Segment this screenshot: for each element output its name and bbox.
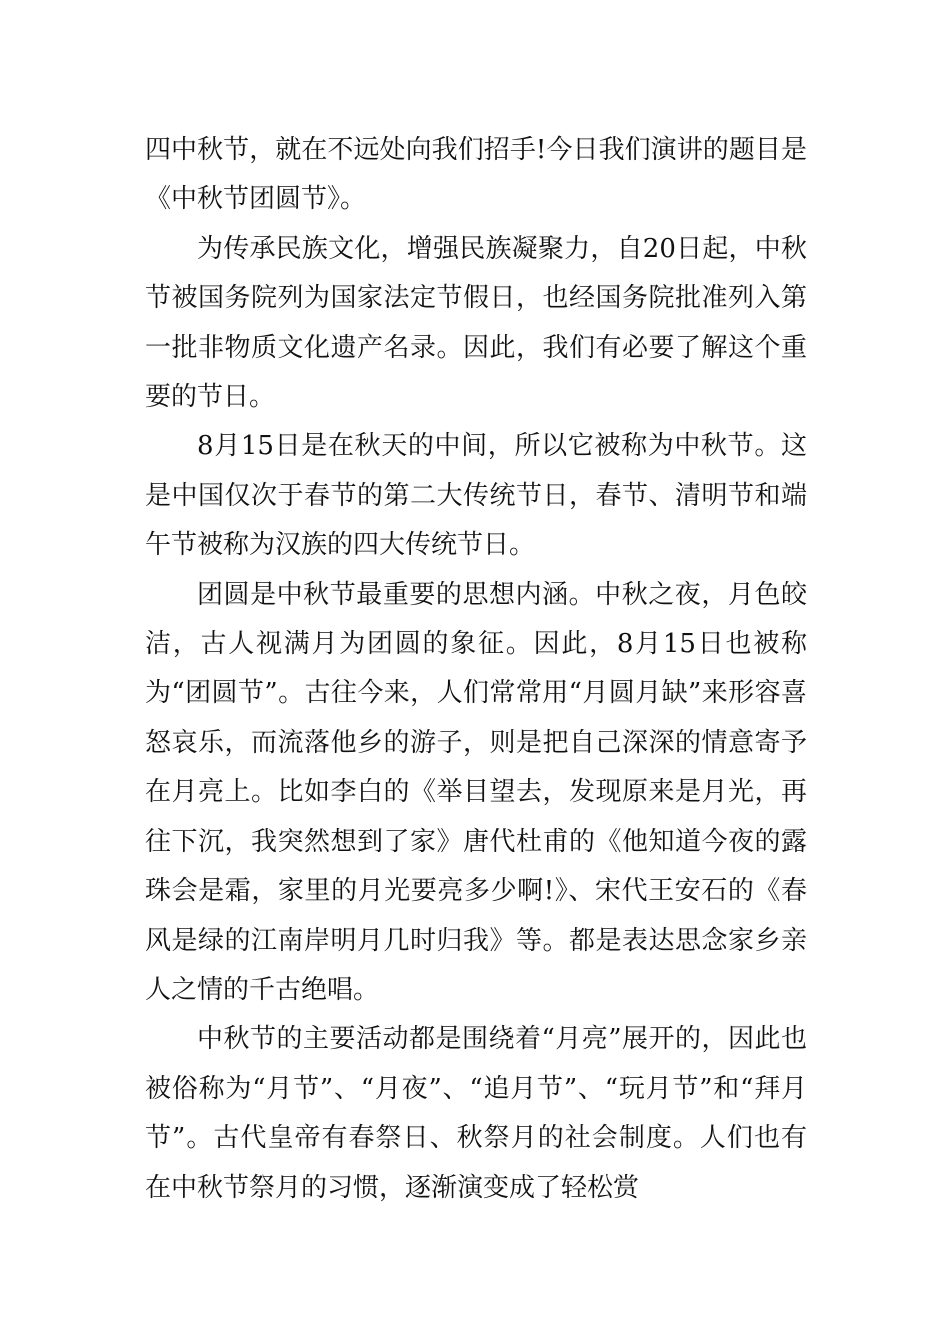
paragraph-1: 四中秋节，就在不远处向我们招手!今日我们演讲的题目是《中秋节团圆节》。: [145, 135, 807, 215]
paragraph-3: 8月15日是在秋天的中间，所以它被称为中秋节。这是中国仅次于春节的第二大传统节日，春节、清明节和端午节被称为汉族的四大传统节日。: [145, 431, 807, 561]
paragraph-5: 中秋节的主要活动都是围绕着“月亮”展开的，因此也被俗称为“月节”、“月夜”、“追月节”、“玩月节”和“拜月节”。古代皇帝有春祭日、秋祭月的社会制度。人们也有在中秋节祭月的习惯，逐渐演变成了轻松赏: [145, 1024, 807, 1203]
paragraph-2: 为传承民族文化，增强民族凝聚力，自20日起，中秋节被国务院列为国家法定节假日，也经国务院批准列入第一批非物质文化遗产名录。因此，我们有必要了解这个重要的节日。: [145, 233, 807, 413]
paragraph-4: 团圆是中秋节最重要的思想内涵。中秋之夜，月色皎洁，古人视满月为团圆的象征。因此，8月15日也被称为“团圆节”。古往今来，人们常常用“月圆月缺”来形容喜怒哀乐，而流落他乡的游子，则是把自己深深的情意寄予在月亮上。比如李白的《举目望去，发现原来是月光，再往下沉，我突然想到了家》唐代杜甫的《他知道今夜的露珠会是霜，家里的月光要亮多少啊!》、宋代王安石的《春风是绿的江南岸明月几时归我》等。都是表达思念家乡亲人之情的千古绝唱。: [145, 579, 807, 1005]
document-body: [145, 126, 807, 1213]
